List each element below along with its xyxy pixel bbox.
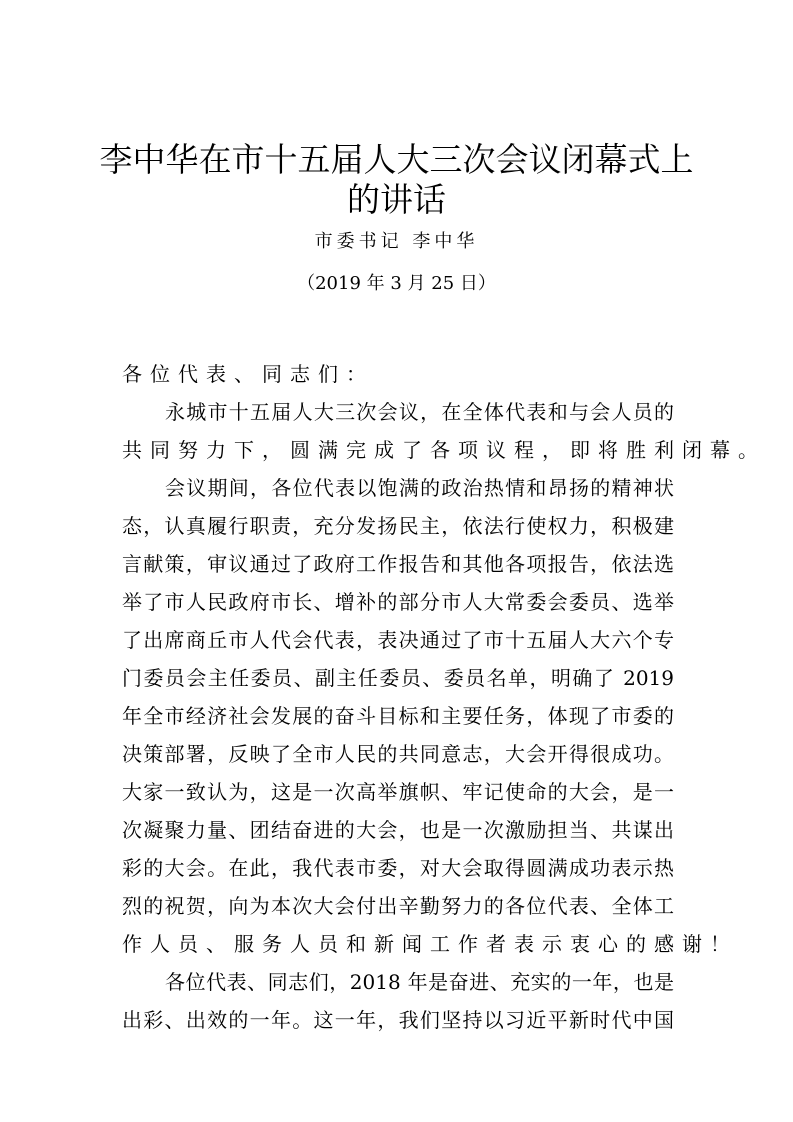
text-line: 烈的祝贺，向为本次大会付出辛勤努力的各位代表、全体工 [122,894,674,918]
text-line: 作人员、服务人员和新闻工作者表示衷心的感谢！ [122,932,738,956]
text-line: 会议期间，各位代表以饱满的政治热情和昂扬的精神状 [165,476,674,500]
text-line: 了出席商丘市人代会代表，表决通过了市十五届人大六个专 [122,628,674,652]
document-body [122,355,766,1039]
document-author: 市委书记 李中华 [314,231,479,252]
text-line: 举了市人民政府市长、增补的部分市人大常委会委员、选举 [122,590,674,614]
document-date: （2019 年 3 月 25 日） [297,273,496,294]
document-title-line-1: 李中华在市十五届人大三次会议闭幕式上 [99,140,694,179]
text-line: 年全市经济社会发展的奋斗目标和主要任务，体现了市委的 [122,704,674,728]
text-line: 门委员会主任委员、副主任委员、委员名单，明确了 2019 [122,666,674,690]
text-line: 共同努力下，圆满完成了各项议程，即将胜利闭幕。 [122,438,766,462]
paragraph [122,469,738,963]
text-line: 各位代表、同志们，2018 年是奋进、充实的一年，也是 [165,970,674,994]
text-line: 大家一致认为，这是一次高举旗帜、牢记使命的大会，是一 [122,780,674,804]
paragraph [122,393,766,469]
text-line: 次凝聚力量、团结奋进的大会，也是一次激励担当、共谋出 [122,818,674,842]
text-line: 态，认真履行职责，充分发扬民主，依法行使权力，积极建 [122,514,674,538]
text-line: 彩的大会。在此，我代表市委，对大会取得圆满成功表示热 [122,856,674,880]
text-line: 决策部署，反映了全市人民的共同意志，大会开得很成功。 [122,742,674,766]
document-title-line-2: 的讲话 [347,180,446,219]
text-line: 永城市十五届人大三次会议，在全体代表和与会人员的 [165,400,674,424]
text-line: 言献策，审议通过了政府工作报告和其他各项报告，依法选 [122,552,674,576]
text-line: 出彩、出效的一年。这一年，我们坚持以习近平新时代中国 [122,1008,674,1032]
text-line: 各位代表、同志们： [122,362,374,386]
paragraph [122,355,674,393]
paragraph [122,963,674,1039]
